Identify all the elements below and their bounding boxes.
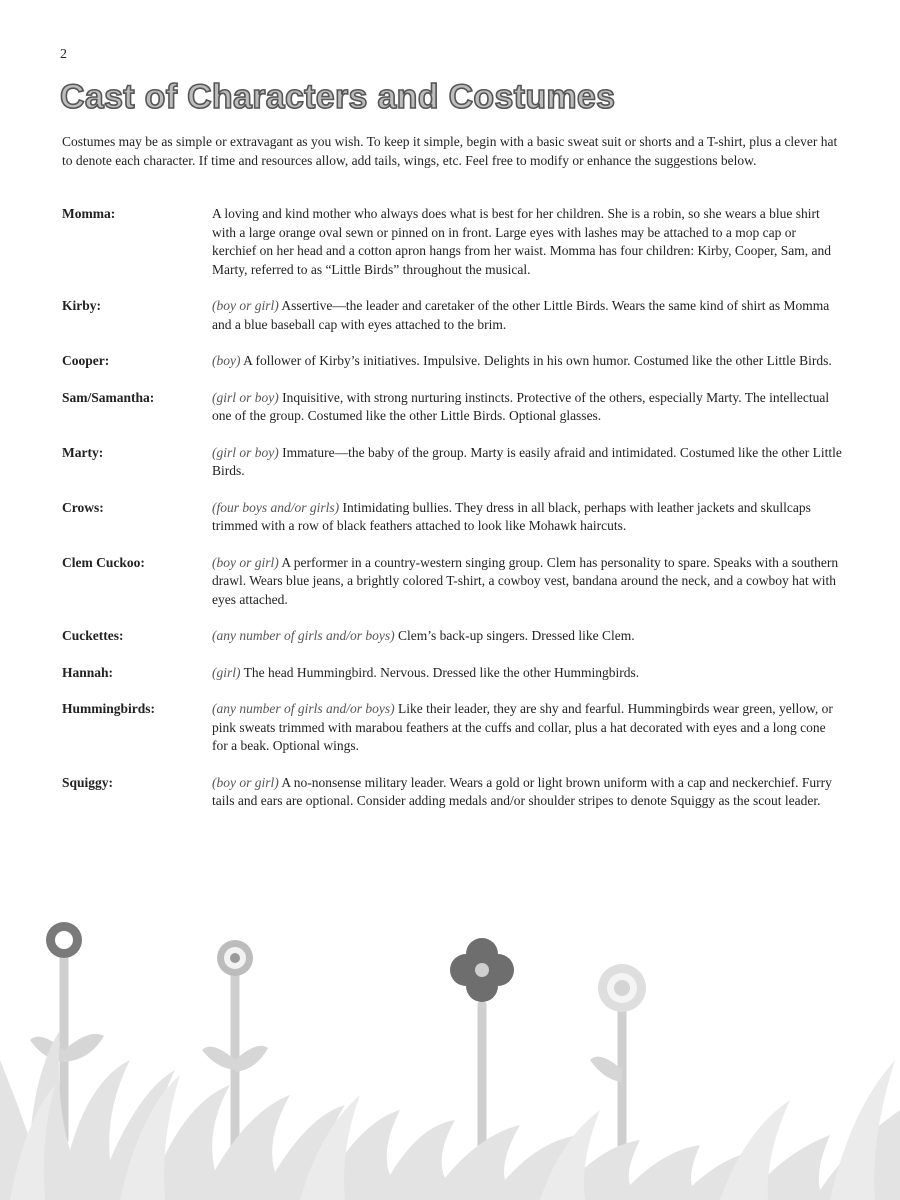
cast-row-cooper	[62, 352, 842, 371]
character-description	[212, 352, 842, 371]
character-name: Sam/Samantha:	[62, 389, 155, 405]
cast-row-squiggy	[62, 774, 842, 811]
character-note: (four boys and/or girls)	[212, 499, 340, 515]
character-name: Hannah:	[62, 664, 114, 680]
cast-row-crows	[62, 499, 842, 536]
character-name: Hummingbirds:	[62, 701, 156, 716]
character-name: Cooper:	[62, 353, 110, 368]
character-note: (girl or boy)	[212, 444, 279, 460]
character-description	[212, 664, 842, 683]
character-description	[212, 774, 842, 811]
cast-row-clem	[62, 554, 842, 610]
character-description	[212, 627, 842, 646]
cast-row-kirby	[62, 297, 842, 334]
character-text: A follower of Kirby’s initiatives. Impulsive. Delights in his own humor. Costumed like the other Little Birds.	[240, 353, 832, 368]
character-note: (boy or girl)	[212, 554, 279, 570]
character-description	[212, 205, 842, 279]
cast-row-sam	[62, 389, 842, 426]
character-name: Marty:	[62, 444, 104, 460]
character-description	[212, 554, 842, 610]
character-name: Kirby:	[62, 298, 101, 313]
cast-row-cuckettes	[62, 627, 842, 646]
flower-icon	[598, 964, 646, 1012]
character-name: Squiggy:	[62, 774, 114, 790]
character-note: (any number of girls and/or boys)	[212, 701, 395, 716]
character-text: Immature—the baby of the group. Marty is easily afraid and intimidated. Costumed like the other Little Birds.	[212, 444, 842, 478]
character-note: (any number of girls and/or boys)	[212, 628, 395, 643]
character-text: A performer in a country-western singing group. Clem has personality to spare. Speaks with a southern drawl. Wears blue jeans, a brightly colored T-shirt, a cowboy vest, bandana around the neck, and a cowboy hat with eyes attached.	[212, 554, 839, 607]
character-note: (boy)	[212, 353, 241, 368]
character-note: (boy or girl)	[212, 774, 279, 790]
character-text: Intimidating bullies. They dress in all black, perhaps with leather jackets and skullcaps trimmed with a row of black feathers attached to look like Mohawk haircuts.	[212, 499, 811, 533]
character-name: Crows:	[62, 499, 104, 515]
character-text: The head Hummingbird. Nervous. Dressed like the other Hummingbirds.	[240, 664, 640, 680]
character-text: A no-nonsense military leader. Wears a gold or light brown uniform with a cap and neckerchief. Furry tails and ears are optional. Consider adding medals and/or shoulder stripes to denote Squiggy as the scout leader.	[212, 774, 832, 808]
character-text: Inquisitive, with strong nurturing instincts. Protective of the others, especially Marty. The intellectual one of the group. Costumed like the other Little Birds. Optional glasses.	[212, 389, 830, 423]
cast-row-momma	[62, 205, 842, 279]
character-name: Cuckettes:	[62, 628, 124, 643]
character-description	[212, 444, 842, 481]
flower-icon	[217, 940, 253, 976]
character-description	[212, 499, 842, 536]
character-note: (girl)	[212, 664, 241, 680]
cast-row-marty	[62, 444, 842, 481]
cast-list	[62, 205, 842, 829]
character-text: Like their leader, they are shy and fearful. Hummingbirds wear green, yellow, or pink sweats trimmed with marabou feathers at the cuffs and collar, plus a hat decorated with eyes and a long cone for a beak. Optional wings.	[212, 701, 833, 753]
character-note: (girl or boy)	[212, 389, 279, 405]
cast-row-hannah	[62, 664, 842, 683]
grass-flowers-illustration	[0, 910, 900, 1200]
intro-paragraph: Costumes may be as simple or extravagant as you wish. To keep it simple, begin with a basic sweat suit or shorts and a T-shirt, plus a clever hat to denote each character. If time and resources allow, add tails, wings, etc. Feel free to modify or enhance the suggestions below.	[62, 134, 838, 168]
character-description	[212, 389, 842, 426]
character-text: Assertive—the leader and caretaker of the other Little Birds. Wears the same kind of shirt as Momma and a blue baseball cap with eyes attached to the brim.	[212, 298, 830, 332]
flower-icon	[450, 938, 514, 1002]
character-description	[212, 297, 842, 334]
flower-icon	[46, 922, 82, 958]
character-text: A loving and kind mother who always does what is best for her children. She is a robin, so she wears a blue shirt with a large orange oval sewn or pinned on in front. Large eyes with lashes may be attached to a mop cap or kerchief on her head and a cotton apron hangs from her waist. Momma has four children: Kirby, Cooper, Sam, and Marty, referred to as “Little Birds” throughout the musical.	[212, 206, 832, 277]
page-title: Cast of Characters and Costumes	[60, 78, 616, 116]
character-description	[212, 700, 842, 756]
character-text: Clem’s back-up singers. Dressed like Clem.	[394, 628, 635, 643]
character-name: Momma:	[62, 206, 116, 221]
character-note: (boy or girl)	[212, 298, 279, 313]
character-name: Clem Cuckoo:	[62, 554, 145, 570]
cast-row-hummingbirds	[62, 700, 842, 756]
page-number: 2	[60, 47, 67, 62]
